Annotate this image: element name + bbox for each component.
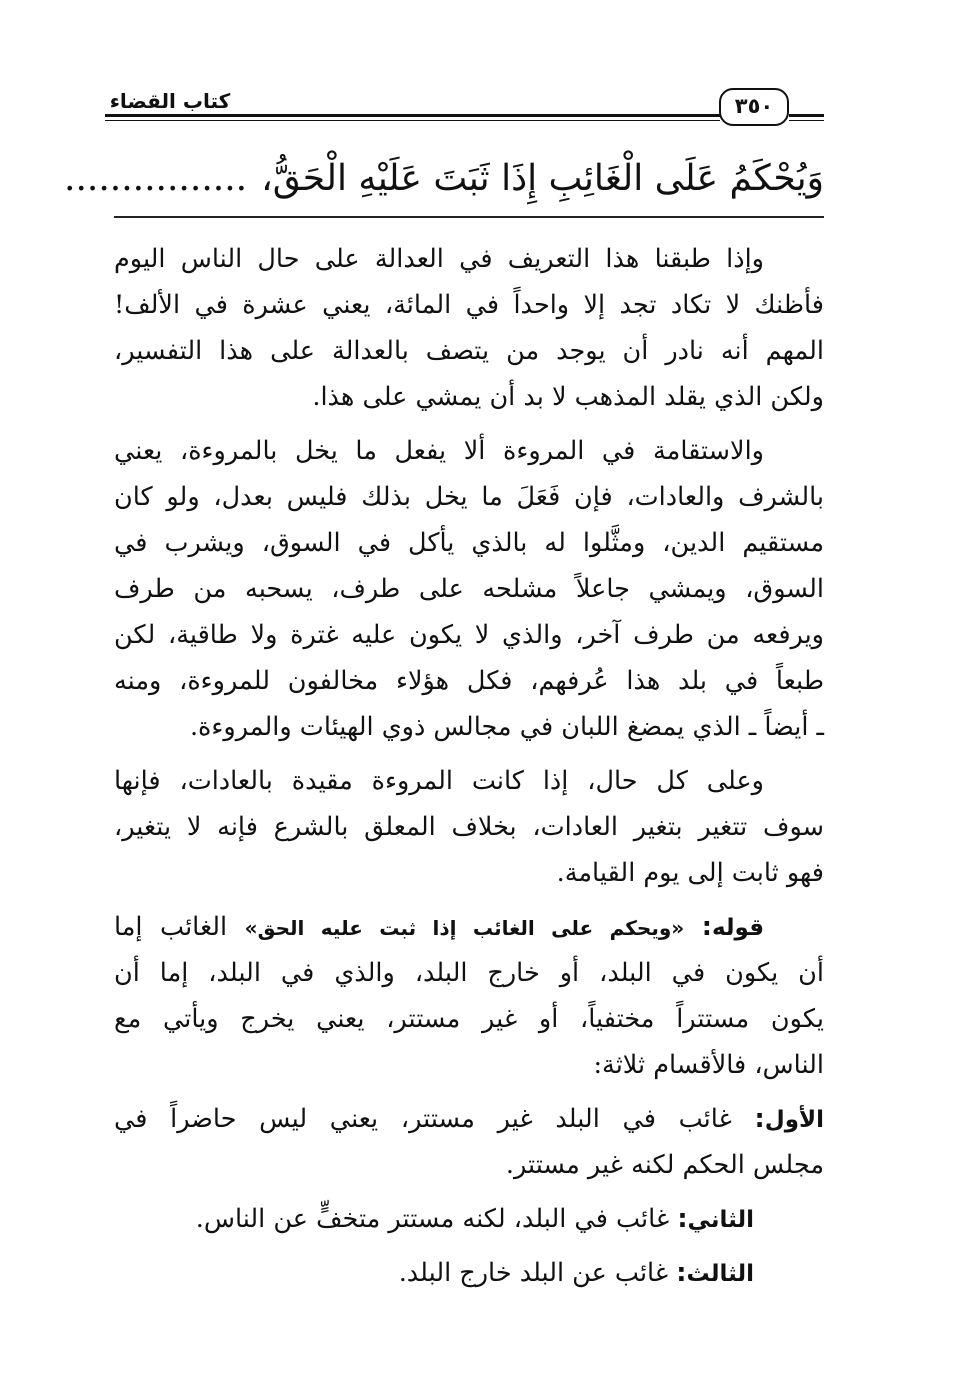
item-second bbox=[114, 1196, 824, 1242]
item-keyword: الثاني bbox=[687, 1207, 754, 1233]
item-text: غائب عن البلد خارج البلد. bbox=[398, 1258, 669, 1288]
item-colon: : bbox=[676, 1258, 687, 1288]
text-line: فأظنك لا تكاد تجد إلا واحداً في المائة، يعني عشرة في الألف! bbox=[114, 290, 825, 320]
text-line: مستقيم الدين، ومثَّلوا له بالذي يأكل في السوق، ويشرب في bbox=[114, 528, 824, 558]
page-number-frame bbox=[719, 88, 789, 126]
qawluh-first-line bbox=[114, 904, 824, 950]
matn-line bbox=[64, 150, 824, 208]
page-number: ٣٥٠ bbox=[734, 94, 774, 118]
item-text: غائب في البلد غير مستتر، يعني ليس حاضراً في bbox=[114, 1104, 732, 1134]
text-line: سوف تتغير بتغير العادات، بخلاف المعلق بالشرع فإنه لا يتغير، bbox=[114, 812, 824, 842]
header-rule-left-top bbox=[105, 114, 720, 117]
item-continuation: مجلس الحكم لكنه غير مستتر. bbox=[505, 1150, 824, 1180]
text-line: والاستقامة في المروءة ألا يفعل ما يخل بالمروءة، يعني bbox=[114, 436, 764, 466]
paragraph-2 bbox=[114, 428, 824, 750]
matn-dots: ................ bbox=[64, 158, 248, 199]
item-first-line bbox=[114, 1096, 824, 1142]
text-line: ـ أيضاً ـ الذي يمضغ اللبان في مجالس ذوي الهيئات والمروءة. bbox=[189, 712, 824, 742]
paragraph-3 bbox=[114, 758, 824, 896]
text-line: فهو ثابت إلى يوم القيامة. bbox=[556, 858, 824, 888]
text-line: ويرفعه من طرف آخر، والذي لا يكون عليه غترة ولا طاقية، لكن bbox=[114, 620, 824, 650]
commentary-body bbox=[114, 236, 824, 1286]
text-line: ولكن الذي يقلد المذهب لا بد أن يمشي على هذا. bbox=[312, 382, 824, 412]
item-colon: : bbox=[677, 1204, 688, 1234]
header-rule-right-top bbox=[789, 114, 824, 117]
item-third-line bbox=[114, 1250, 824, 1296]
text-line: وعلى كل حال، إذا كانت المروءة مقيدة بالعادات، فإنها bbox=[114, 766, 764, 796]
text-line: السوق، ويمشي جاعلاً مشلحه على طرف، يسحبه من طرف bbox=[114, 574, 824, 604]
text-line: وإذا طبقنا هذا التعريف في العدالة على حال الناس اليوم bbox=[114, 244, 764, 274]
text-line: أن يكون في البلد، أو خارج البلد، والذي في البلد، إما أن bbox=[114, 958, 824, 988]
header-rule-left-bottom bbox=[105, 120, 720, 121]
item-text: غائب في البلد، لكنه مستتر متخفٍّ عن الناس. bbox=[195, 1204, 670, 1234]
text-line: بالشرف والعادات، فإن فَعَلَ ما يخل بذلك فليس بعدل، ولو كان bbox=[114, 482, 824, 512]
qawluh-quote: «ويحكم على الغائب إذا ثبت عليه الحق» bbox=[244, 916, 685, 940]
matn-text: وَيُحْكَمُ عَلَى الْغَائِبِ إِذَا ثَبَتَ عَلَيْهِ الْحَقُّ، bbox=[261, 158, 824, 199]
qawluh-paragraph bbox=[114, 904, 824, 1088]
item-third bbox=[114, 1250, 824, 1296]
item-keyword: الثالث bbox=[686, 1261, 754, 1287]
item-keyword: الأول bbox=[764, 1107, 824, 1133]
text-line: الناس، فالأقسام ثلاثة: bbox=[593, 1050, 824, 1080]
qawluh-rest: الغائب إما bbox=[114, 912, 228, 942]
qawluh-colon: : bbox=[701, 912, 712, 942]
text-line: المهم أنه نادر أن يوجد من يتصف بالعدالة على هذا التفسير، bbox=[114, 336, 824, 366]
item-first bbox=[114, 1096, 824, 1188]
book-title: كتاب القضاء bbox=[109, 89, 231, 113]
text-line: طبعاً في بلد هذا عُرفهم، فكل هؤلاء مخالفون للمروءة، ومنه bbox=[114, 666, 824, 696]
paragraph-1 bbox=[114, 236, 824, 420]
matn-divider bbox=[114, 216, 824, 218]
item-second-line bbox=[114, 1196, 824, 1242]
item-colon: : bbox=[754, 1104, 765, 1134]
header-rule-right-bottom bbox=[789, 120, 824, 121]
qawluh-keyword: قوله bbox=[711, 915, 765, 941]
text-line: يكون مستتراً مختفياً، أو غير مستتر، يعني يخرج ويأتي مع bbox=[114, 1004, 824, 1034]
